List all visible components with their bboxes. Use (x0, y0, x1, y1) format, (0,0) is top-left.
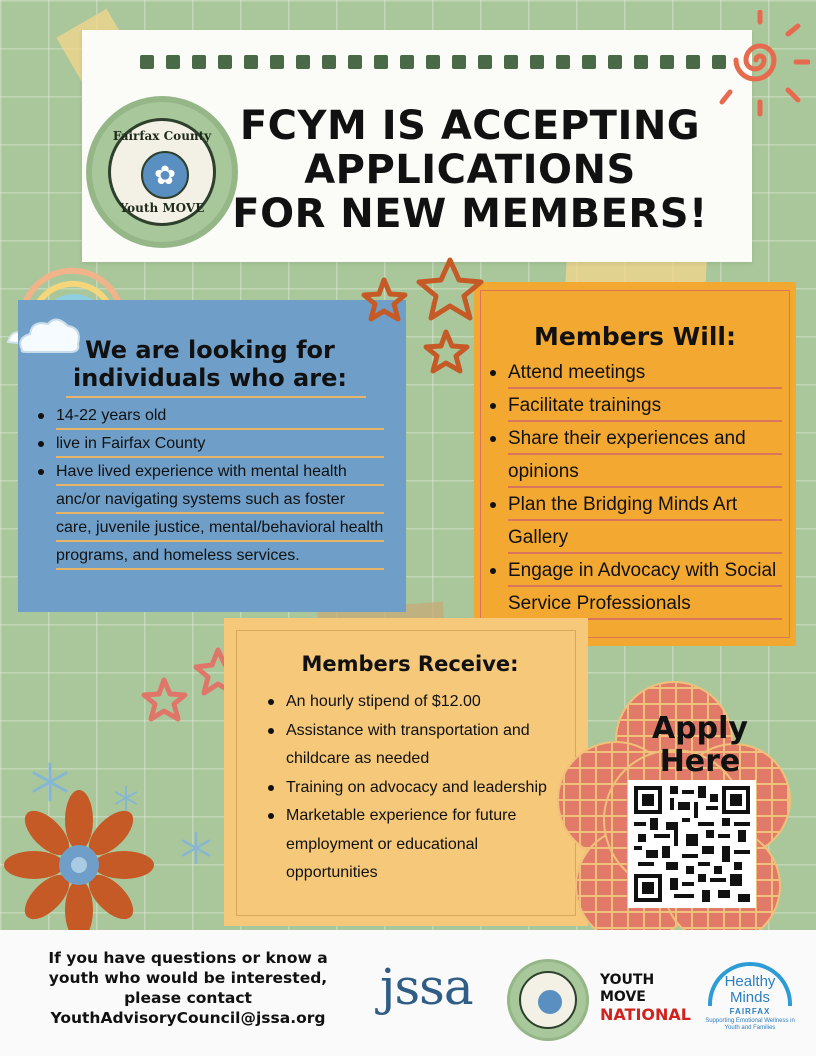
star-icon (144, 680, 185, 719)
star-icon (426, 332, 467, 371)
list-item-text: live in Fairfax County (56, 430, 384, 458)
list-item (34, 430, 384, 458)
ymn-line-1: YOUTH (600, 972, 655, 988)
heading-underline (66, 396, 366, 398)
qr-code-icon (634, 786, 750, 902)
list-item-text: Plan the Bridging Minds Art Gallery (508, 488, 782, 554)
contact-line-1: If you have questions or know a (48, 949, 328, 967)
members-receive-heading: Members Receive: (301, 652, 519, 676)
list-item-text: Facilitate trainings (508, 389, 782, 422)
list-item (486, 422, 782, 488)
hm-line-2: Minds (729, 989, 770, 1006)
title-line-2: APPLICATIONS (304, 147, 636, 193)
list-item-text: 14-22 years old (56, 402, 384, 430)
looking-for-heading-line-2: individuals who are: (73, 364, 347, 392)
ymn-line-3: NATIONAL (600, 1005, 691, 1024)
looking-for-list (34, 402, 384, 570)
flower-icon: ✿ (141, 151, 189, 199)
logo-ring (519, 971, 577, 1029)
star-icon (419, 260, 481, 318)
apply-line-1: Apply (651, 711, 748, 746)
list-item (486, 554, 782, 620)
page-title (210, 104, 730, 236)
looking-for-heading-line-1: We are looking for (85, 336, 335, 364)
hm-tagline: Supporting Emotional Wellness in Youth and Families (705, 1018, 795, 1031)
list-item (264, 802, 564, 888)
hm-line-3: FAIRFAX (729, 1007, 771, 1016)
list-item-text: Engage in Advocacy with Social Service Professionals (508, 554, 782, 620)
hm-line-1: Healthy (724, 973, 776, 990)
fairfax-youth-move-logo-small (510, 962, 586, 1038)
members-receive-list (264, 688, 564, 888)
list-item-text: Training on advocacy and leadership (286, 778, 547, 796)
apply-line-2: Here (659, 744, 741, 779)
list-item (264, 717, 564, 774)
flower-icon (4, 790, 154, 940)
youth-move-national-logo (600, 972, 691, 1023)
logo-ring (108, 118, 216, 226)
list-item-text: Marketable experience for future employment or educational opportunities (286, 807, 517, 881)
logo-top-text: Fairfax County (112, 129, 212, 143)
list-item (34, 402, 384, 430)
list-item (486, 356, 782, 389)
members-will-heading: Members Will: (534, 322, 736, 351)
contact-line-3: please contact (124, 989, 252, 1007)
list-item (34, 458, 384, 570)
list-item-text: Assistance with transportation and childcare as needed (286, 721, 530, 767)
list-item (264, 774, 564, 803)
application-qr-code[interactable] (628, 780, 756, 908)
list-item-text: Share their experiences and opinions (508, 422, 782, 488)
header-dash-row (140, 55, 726, 69)
list-item-text: An hourly stipend of $12.00 (286, 693, 481, 710)
star-icon (364, 280, 405, 319)
star-icons (350, 254, 490, 394)
flower-icon (538, 990, 562, 1014)
list-item-text: Have lived experience with mental health anc/or navigating systems such as foster care, juvenile justice, mental/behavioral health programs, and homeless services. (56, 458, 384, 570)
list-item (264, 688, 564, 717)
fairfax-youth-move-logo (92, 102, 232, 242)
apply-here-text (620, 712, 780, 778)
list-item (486, 389, 782, 422)
logo-bottom-text: Youth MOVE (119, 201, 205, 215)
contact-line-2: youth who would be interested, (48, 969, 328, 987)
healthy-minds-logo (702, 962, 798, 1044)
jssa-logo: jssa (380, 958, 473, 1016)
snowflake-icon (178, 830, 214, 866)
contact-email-link[interactable]: YouthAdvisoryCouncil@jssa.org (50, 1009, 326, 1027)
list-item-text: Attend meetings (508, 356, 782, 389)
footer-contact-text (18, 948, 358, 1028)
members-will-list (486, 356, 782, 620)
healthy-minds-name (702, 974, 798, 1006)
list-item (486, 488, 782, 554)
ymn-line-2: MOVE (600, 989, 646, 1005)
looking-for-heading (40, 336, 380, 392)
title-line-1: FCYM IS ACCEPTING (239, 103, 701, 149)
title-line-3: FOR NEW MEMBERS! (232, 191, 708, 237)
